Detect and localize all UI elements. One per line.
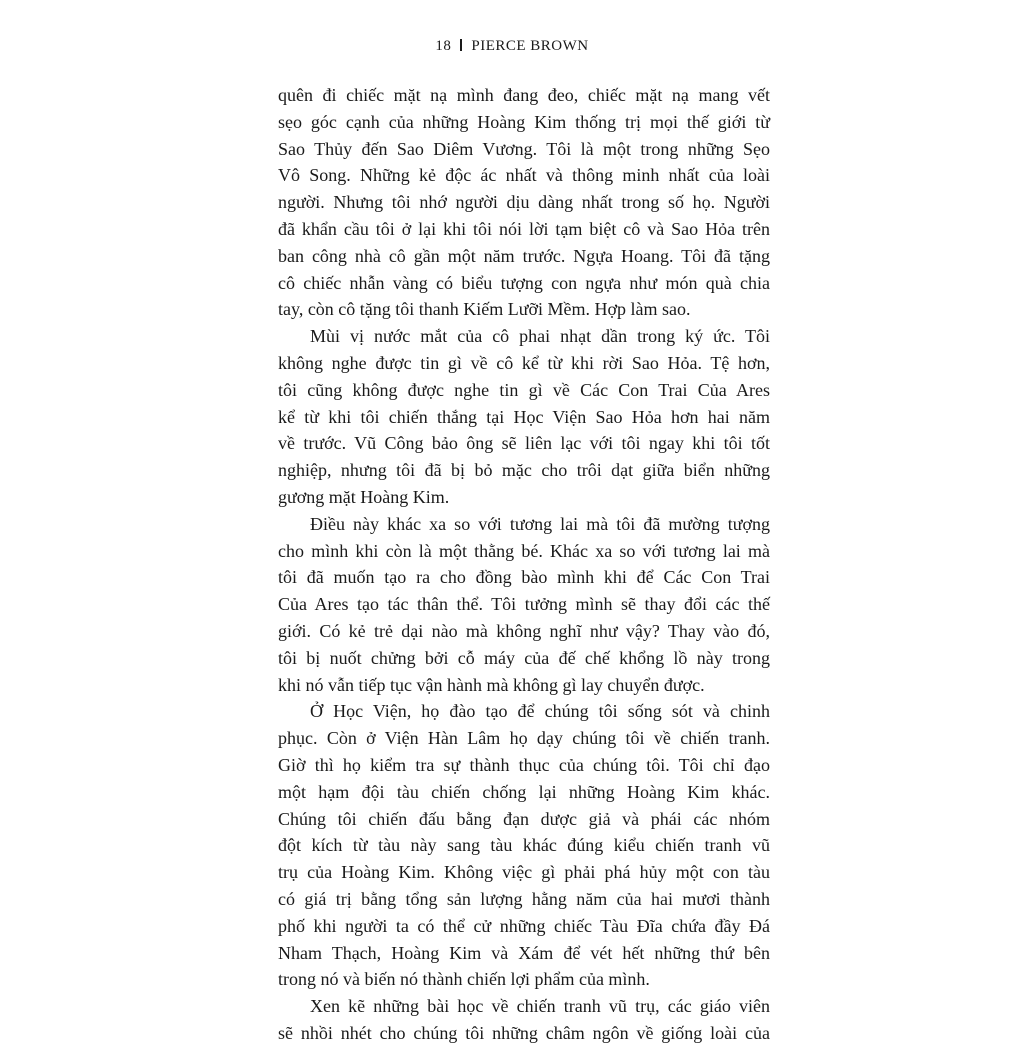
page-number: 18	[435, 38, 452, 54]
text-line: đã khẩn cầu tôi ở lại khi tôi nói lời tạm biệt cô và Sao Hỏa trên	[278, 218, 770, 239]
text-line: Của Ares tạo tác thân thể. Tôi tưởng mình sẽ thay đổi các thế	[278, 594, 770, 615]
text-line: tôi cũng không được nghe tin gì về Các Con Trai Của Ares	[278, 379, 770, 400]
text-line: Mùi vị nước mắt của cô phai nhạt dần trong ký ức. Tôi	[310, 326, 770, 347]
text-line: một hạm đội tàu chiến chống lại những Hoàng Kim khác.	[278, 781, 770, 802]
text-line: Ở Học Viện, họ đào tạo để chúng tôi sống sót và chinh	[310, 701, 770, 722]
header-separator	[460, 39, 462, 51]
text-line: giới. Có kẻ trẻ dại nào mà không nghĩ như vậy? Thay vào đó,	[278, 620, 770, 641]
text-line: Nham Thạch, Hoàng Kim và Xám để vét hết những thứ bên	[278, 942, 770, 963]
text-line: trong nó và biến nó thành chiến lợi phẩm của mình.	[278, 969, 650, 990]
text-line: cô chiếc nhẫn vàng có biểu tượng con ngựa như món quà chia	[278, 272, 770, 293]
text-line: về trước. Vũ Công bảo ông sẽ liên lạc với tôi ngay khi tôi tốt	[278, 433, 770, 454]
text-line: Vô Song. Những kẻ độc ác nhất và thông minh nhất của loài	[278, 165, 770, 186]
text-line: không nghe được tin gì về cô kể từ khi rời Sao Hỏa. Tệ hơn,	[278, 352, 770, 373]
text-line: tôi đã muốn tạo ra cho đồng bào mình khi để Các Con Trai	[278, 567, 770, 588]
text-line: khi nó vẫn tiếp tục vận hành mà không gì lay chuyển được.	[278, 674, 705, 695]
text-line: kể từ khi tôi chiến thắng tại Học Viện Sao Hỏa hơn hai năm	[278, 406, 770, 427]
text-line: sẹo góc cạnh của những Hoàng Kim thống trị mọi thế giới từ	[278, 111, 770, 132]
text-line: tay, còn cô tặng tôi thanh Kiếm Lưỡi Mềm. Hợp làm sao.	[278, 299, 691, 320]
text-line: trụ của Hoàng Kim. Không việc gì phải phá hủy một con tàu	[278, 862, 770, 883]
text-line: người. Nhưng tôi nhớ người dịu dàng nhất trong số họ. Người	[278, 192, 770, 213]
text-line: phố khi người ta có thể cử những chiếc Tàu Đĩa chứa đầy Đá	[278, 915, 770, 936]
text-line: Chúng tôi chiến đấu bằng đạn dược giả và phái các nhóm	[278, 808, 770, 829]
text-line: cho mình khi còn là một thằng bé. Khác xa so với tương lai mà	[278, 540, 770, 561]
text-line: quên đi chiếc mặt nạ mình đang đeo, chiếc mặt nạ mang vết	[278, 85, 770, 105]
body-text	[278, 82, 770, 1047]
text-line: đột kích từ tàu này sang tàu khác đúng kiểu chiến tranh vũ	[278, 835, 770, 856]
author-name: PIERCE BROWN	[471, 38, 589, 54]
text-line: nghiệp, nhưng tôi đã bị bỏ mặc cho trôi dạt giữa biển những	[278, 460, 770, 481]
text-line: tôi bị nuốt chửng bởi cỗ máy của đế chế khổng lồ này trong	[278, 647, 770, 668]
text-line: Sao Thủy đến Sao Diêm Vương. Tôi là một trong những Sẹo	[278, 138, 770, 159]
text-line: Giờ thì họ kiểm tra sự thành thục của chúng tôi. Tôi chỉ đạo	[278, 754, 770, 775]
text-line: có giá trị bằng tổng sản lượng hằng năm của hai mươi thành	[278, 888, 770, 909]
text-line: ban công nhà cô gần một năm trước. Ngựa Hoang. Tôi đã tặng	[278, 245, 770, 266]
text-line: phục. Còn ở Viện Hàn Lâm họ dạy chúng tôi về chiến tranh.	[278, 728, 770, 749]
text-line: Xen kẽ những bài học về chiến tranh vũ trụ, các giáo viên	[310, 996, 770, 1017]
text-line: sẽ nhồi nhét cho chúng tôi những châm ngôn về giống loài của	[278, 1022, 770, 1043]
text-line: Điều này khác xa so với tương lai mà tôi đã mường tượng	[310, 513, 770, 534]
text-line: gương mặt Hoàng Kim.	[278, 486, 450, 507]
running-head	[0, 38, 1024, 55]
